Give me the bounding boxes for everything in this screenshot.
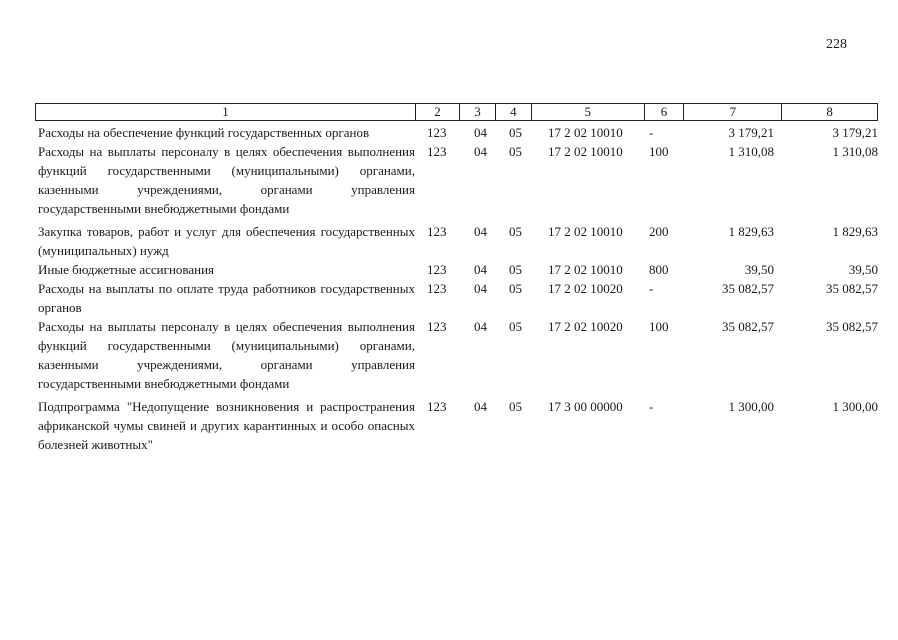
row-code-5: 17 2 02 10010	[548, 224, 623, 239]
row-code-4: 05	[509, 399, 522, 414]
table-header	[35, 103, 878, 121]
table-row	[38, 222, 878, 260]
row-code-2: 123	[427, 224, 447, 239]
row-code-3: 04	[474, 224, 487, 239]
header-cell-3: 3	[460, 104, 496, 120]
row-code-6: -	[649, 281, 654, 296]
page-number: 228	[826, 37, 847, 52]
row-description: Расходы на обеспечение функций государственных органов	[38, 125, 370, 140]
row-code-4: 05	[509, 319, 522, 334]
row-code-4: 05	[509, 281, 522, 296]
row-code-2: 123	[427, 125, 447, 140]
row-code-3: 04	[474, 262, 487, 277]
row-amount-7: 1 300,00	[728, 399, 774, 414]
row-code-3: 04	[474, 144, 487, 159]
row-description: Расходы на выплаты по оплате труда работников государственных органов	[38, 281, 415, 315]
row-code-5: 17 3 00 00000	[548, 399, 623, 414]
row-amount-7: 35 082,57	[722, 281, 774, 296]
row-code-3: 04	[474, 399, 487, 414]
header-cell-6: 6	[645, 104, 685, 120]
row-code-6: 800	[649, 262, 669, 277]
row-code-2: 123	[427, 144, 447, 159]
row-code-2: 123	[427, 399, 447, 414]
row-code-6: -	[649, 399, 654, 414]
row-code-2: 123	[427, 262, 447, 277]
header-cell-2: 2	[416, 104, 460, 120]
row-code-2: 123	[427, 319, 447, 334]
table-row	[38, 123, 878, 142]
row-code-3: 04	[474, 319, 487, 334]
table-row	[38, 317, 878, 393]
table-row	[38, 142, 878, 218]
table-row	[38, 260, 878, 279]
row-code-3: 04	[474, 281, 487, 296]
row-amount-7: 39,50	[744, 262, 774, 277]
row-code-4: 05	[509, 224, 522, 239]
row-amount-7: 3 179,21	[728, 125, 774, 140]
row-code-6: -	[649, 125, 654, 140]
row-code-3: 04	[474, 125, 487, 140]
row-amount-8: 3 179,21	[832, 125, 878, 140]
row-code-4: 05	[509, 262, 522, 277]
row-description: Закупка товаров, работ и услуг для обеспечения государственных (муниципальных) нужд	[38, 224, 415, 258]
row-code-5: 17 2 02 10010	[548, 144, 623, 159]
row-amount-8: 35 082,57	[826, 281, 878, 296]
row-code-4: 05	[509, 144, 522, 159]
header-cell-5: 5	[532, 104, 645, 120]
row-code-5: 17 2 02 10020	[548, 281, 623, 296]
row-code-4: 05	[509, 125, 522, 140]
row-amount-8: 39,50	[848, 262, 878, 277]
row-code-5: 17 2 02 10020	[548, 319, 623, 334]
table-row	[38, 397, 878, 454]
header-cell-8: 8	[826, 104, 833, 119]
row-code-2: 123	[427, 281, 447, 296]
row-code-6: 100	[649, 319, 669, 334]
row-description: Иные бюджетные ассигнования	[38, 262, 215, 277]
row-code-5: 17 2 02 10010	[548, 262, 623, 277]
row-code-6: 100	[649, 144, 669, 159]
header-cell-1: 1	[36, 104, 416, 120]
row-amount-7: 1 829,63	[728, 224, 774, 239]
row-description: Подпрограмма "Недопущение возникновения и распространения африканской чумы свиней и других карантинных и особо опасных болезней животных"	[38, 399, 415, 452]
header-cell-4: 4	[496, 104, 532, 120]
row-amount-8: 1 829,63	[832, 224, 878, 239]
row-description: Расходы на выплаты персоналу в целях обеспечения выполнения функций государственными (муниципальными) органами, казенными учреждениями, органами управления государственными внебюджетными фондами	[38, 144, 415, 216]
row-amount-7: 35 082,57	[722, 319, 774, 334]
table-body	[38, 123, 878, 454]
row-amount-8: 1 310,08	[832, 144, 878, 159]
row-amount-7: 1 310,08	[728, 144, 774, 159]
header-cell-7: 7	[684, 104, 782, 120]
row-description: Расходы на выплаты персоналу в целях обеспечения выполнения функций государственными (муниципальными) органами, казенными учреждениями, органами управления государственными внебюджетными фондами	[38, 319, 415, 391]
table-row	[38, 279, 878, 317]
row-code-6: 200	[649, 224, 669, 239]
row-amount-8: 1 300,00	[832, 399, 878, 414]
row-amount-8: 35 082,57	[826, 319, 878, 334]
row-code-5: 17 2 02 10010	[548, 125, 623, 140]
